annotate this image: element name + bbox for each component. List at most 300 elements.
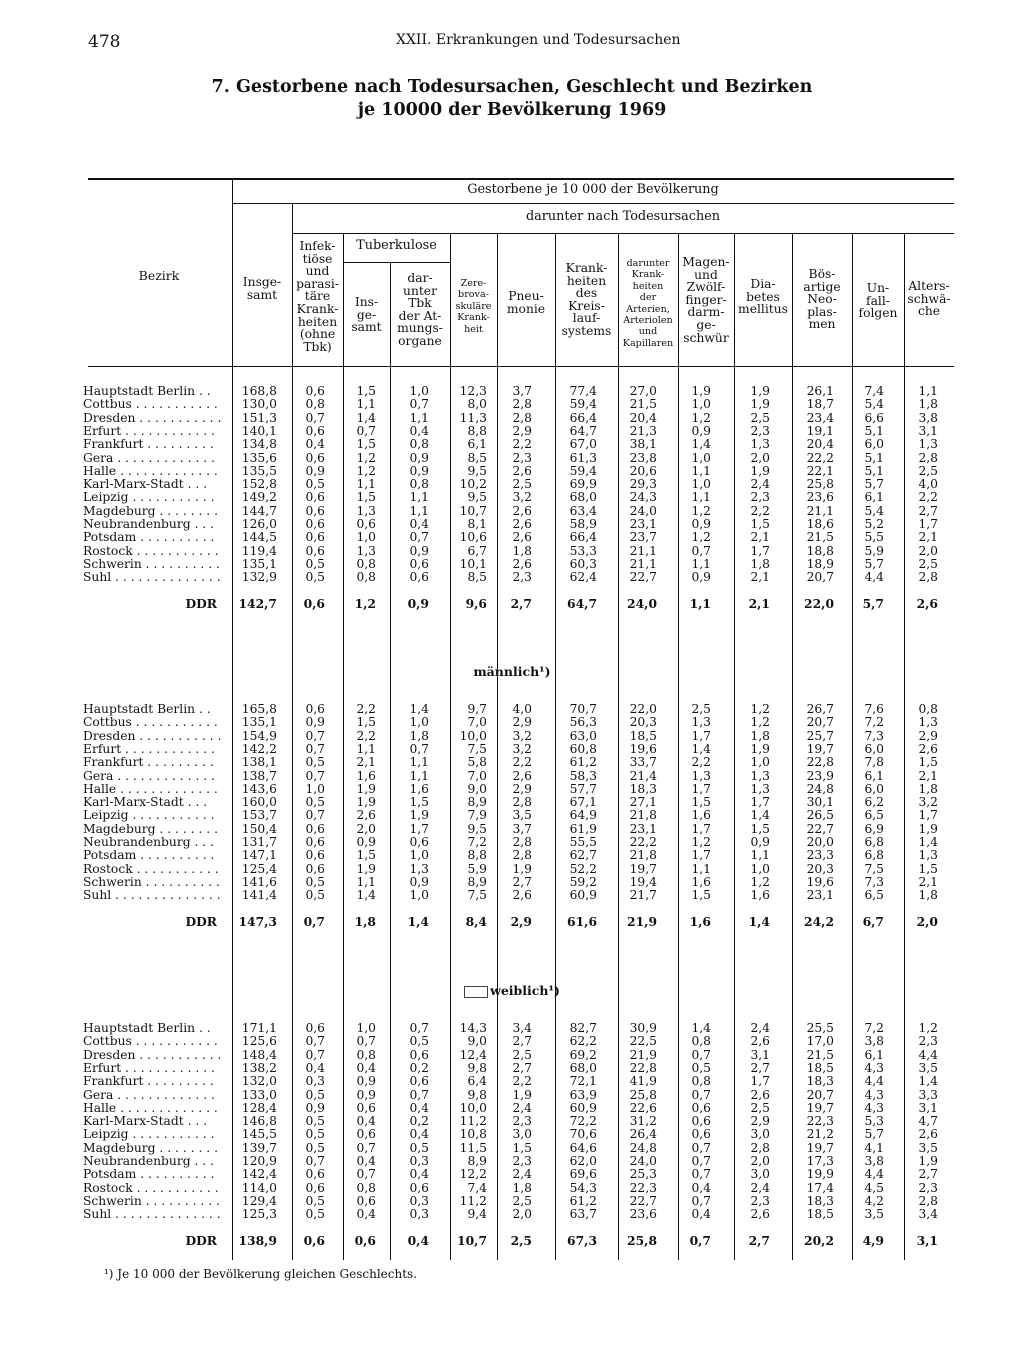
table-cell: 3,7: [512, 384, 532, 398]
table-cell: 1,3: [691, 715, 711, 730]
table-cell: 0,7: [691, 1193, 711, 1208]
table-cell: 9,0: [467, 781, 487, 796]
table-cell: 1,5: [409, 795, 429, 810]
table-cell: 0,9: [409, 874, 429, 889]
table-cell: 18,5: [806, 1060, 834, 1075]
table-cell: 0,8: [356, 1047, 376, 1062]
table-cell: 1,9: [750, 463, 770, 478]
table-cell: 7,4: [467, 1180, 487, 1195]
table-cell: 25,8: [629, 1087, 657, 1102]
district-name: Gera . . . . . . . . . . . . .: [83, 451, 215, 465]
table-cell: 10,7: [459, 503, 487, 518]
table-cell: 1,5: [750, 821, 770, 836]
table-cell: 64,9: [569, 808, 597, 823]
table-cell: 1,5: [691, 888, 711, 903]
table-cell: 6,0: [864, 437, 884, 452]
table-cell: 0,8: [356, 556, 376, 571]
table-cell: 22,0: [629, 702, 657, 716]
district-name: Erfurt . . . . . . . . . . . .: [83, 1061, 215, 1075]
table-title: [0, 76, 1024, 122]
table-cell: 1,5: [918, 861, 938, 876]
table-cell: 23,8: [629, 450, 657, 465]
district-name: Neubrandenburg . . .: [83, 518, 215, 531]
table-cell: 61,2: [569, 1193, 597, 1208]
table-cell: 22,0: [804, 595, 834, 611]
table-cell: 0,7: [356, 1140, 376, 1155]
table-cell: 141,6: [241, 874, 277, 889]
table-cell: 24,2: [804, 913, 834, 929]
table-cell: 132,9: [241, 570, 277, 585]
table-cell: 6,0: [864, 781, 884, 796]
page-number: 478: [88, 32, 121, 52]
table-cell: 5,2: [864, 517, 884, 531]
table-cell: 1,2: [356, 450, 376, 465]
table-cell: 0,5: [305, 874, 325, 889]
table-cell: 63,0: [569, 728, 597, 743]
table-cell: 1,0: [409, 384, 429, 398]
table-cell: 2,6: [512, 556, 532, 571]
table-cell: 24,0: [629, 1154, 657, 1168]
table-cell: 20,3: [806, 861, 834, 876]
table-cell: 0,7: [305, 1154, 325, 1168]
table-cell: 1,5: [356, 848, 376, 863]
table-cell: 1,6: [689, 913, 711, 929]
table-cell: 0,9: [691, 570, 711, 585]
table-cell: 3,1: [918, 423, 938, 438]
district-name: Karl-Marx-Stadt . . .: [83, 796, 208, 810]
table-cell: 9,5: [467, 821, 487, 836]
table-cell: 10,8: [459, 1127, 487, 1142]
table-cell: 0,5: [305, 888, 325, 903]
table-cell: 58,3: [569, 768, 597, 783]
table-cell: 1,9: [409, 808, 429, 823]
table-cell: 8,0: [467, 397, 487, 412]
table-cell: 1,4: [748, 913, 770, 929]
table-cell: 26,1: [806, 384, 834, 398]
table-cell: 151,3: [241, 410, 277, 425]
table-cell: 1,1: [356, 397, 376, 412]
table-cell: 1,2: [750, 715, 770, 730]
table-cell: 63,4: [569, 503, 597, 518]
table-cell: 3,0: [750, 1167, 770, 1182]
district-name: Leipzig . . . . . . . . . . .: [83, 491, 215, 505]
table-cell: 1,7: [918, 808, 938, 823]
table-cell: 1,2: [691, 530, 711, 545]
table-cell: 135,1: [241, 715, 277, 730]
table-cell: 5,4: [864, 397, 884, 412]
table-cell: 0,7: [409, 397, 429, 412]
table-cell: 4,4: [864, 1167, 884, 1182]
total-label: DDR: [185, 1233, 217, 1247]
district-name: Karl-Marx-Stadt . . .: [83, 1115, 208, 1129]
table-cell: 1,6: [691, 808, 711, 823]
table-row: [0, 438, 1024, 451]
table-cell: 126,0: [241, 517, 277, 531]
table-cell: 1,7: [691, 848, 711, 863]
table-cell: 146,8: [241, 1114, 277, 1129]
table-cell: 1,1: [691, 463, 711, 478]
table-cell: 7,2: [864, 1021, 884, 1035]
district-name: Neubrandenburg . . .: [83, 836, 215, 849]
table-cell: 1,0: [750, 861, 770, 876]
table-cell: 69,9: [569, 477, 597, 492]
table-cell: 3,2: [918, 795, 938, 810]
table-cell: 23,6: [806, 490, 834, 505]
table-cell: 19,1: [806, 423, 834, 438]
table-cell: 131,7: [241, 835, 277, 849]
table-cell: 130,0: [241, 397, 277, 412]
table-cell: 30,9: [629, 1021, 657, 1035]
table-cell: 2,1: [918, 530, 938, 545]
table-cell: 14,3: [459, 1021, 487, 1035]
district-name: Potsdam . . . . . . . . . .: [83, 849, 215, 863]
table-cell: 18,9: [806, 556, 834, 571]
table-cell: 171,1: [241, 1021, 277, 1035]
table-cell: 8,8: [467, 848, 487, 863]
table-cell: 3,5: [864, 1207, 884, 1222]
table-cell: 0,6: [409, 835, 429, 849]
table-cell: 152,8: [241, 477, 277, 492]
table-cell: 0,6: [305, 835, 325, 849]
title-line-2: je 10000 der Bevölkerung 1969: [357, 100, 667, 120]
table-cell: 0,7: [409, 741, 429, 756]
table-cell: 0,5: [305, 1127, 325, 1142]
district-name: Hauptstadt Berlin . .: [83, 385, 211, 398]
table-cell: 2,2: [512, 1074, 532, 1089]
table-cell: 2,7: [750, 1060, 770, 1075]
table-row: [0, 716, 1024, 729]
table-cell: 25,8: [806, 477, 834, 492]
table-cell: 1,6: [750, 888, 770, 903]
table-cell: 1,9: [918, 821, 938, 836]
table-cell: 1,1: [691, 556, 711, 571]
district-name: Schwerin . . . . . . . . . .: [83, 557, 220, 571]
table-cell: 114,0: [241, 1180, 277, 1195]
table-cell: 0,8: [356, 570, 376, 585]
table-cell: 6,2: [864, 795, 884, 810]
table-cell: 1,0: [356, 530, 376, 545]
district-name: Magdeburg . . . . . . . .: [83, 822, 219, 836]
table-cell: 0,9: [691, 423, 711, 438]
table-cell: 1,5: [356, 715, 376, 730]
table-cell: 0,4: [356, 1207, 376, 1222]
table-cell: 138,2: [241, 1060, 277, 1075]
district-name: Frankfurt . . . . . . . . .: [83, 1075, 214, 1089]
table-cell: 4,3: [864, 1060, 884, 1075]
table-cell: 67,1: [569, 795, 597, 810]
district-name: Leipzig . . . . . . . . . . .: [83, 809, 215, 823]
table-cell: 0,5: [305, 795, 325, 810]
table-cell: 7,2: [467, 835, 487, 849]
table-cell: 17,3: [806, 1154, 834, 1168]
table-cell: 11,3: [459, 410, 487, 425]
table-cell: 8,5: [467, 450, 487, 465]
table-row: [0, 398, 1024, 411]
table-row: [0, 1168, 1024, 1181]
table-cell: 10,1: [459, 556, 487, 571]
table-cell: 1,2: [918, 1021, 938, 1035]
table-cell: 7,2: [864, 715, 884, 730]
table-cell: 7,5: [864, 861, 884, 876]
table-cell: 147,3: [238, 913, 277, 929]
table-cell: 0,6: [409, 1047, 429, 1062]
table-cell: 2,6: [512, 463, 532, 478]
table-cell: 1,5: [356, 490, 376, 505]
table-cell: 1,9: [356, 781, 376, 796]
column-group-header: Gestorbene je 10 000 der Bevölkerung: [467, 182, 719, 197]
table-cell: 62,2: [569, 1034, 597, 1049]
table-row: [0, 836, 1024, 849]
table-cell: 2,3: [512, 450, 532, 465]
table-cell: 8,9: [467, 795, 487, 810]
table-cell: 1,1: [918, 384, 938, 398]
table-row: [0, 545, 1024, 558]
table-cell: 24,8: [806, 781, 834, 796]
table-cell: 18,3: [629, 781, 657, 796]
table-cell: 20,3: [629, 715, 657, 730]
table-row: [0, 1115, 1024, 1128]
table-cell: 0,6: [354, 1232, 376, 1248]
total-label: DDR: [185, 914, 217, 928]
table-cell: 0,5: [409, 1034, 429, 1049]
district-name: Potsdam . . . . . . . . . .: [83, 1168, 215, 1182]
table-row: [0, 1035, 1024, 1048]
table-cell: 19,7: [806, 1100, 834, 1115]
table-cell: 61,3: [569, 450, 597, 465]
table-cell: 1,1: [409, 490, 429, 505]
table-cell: 2,6: [512, 888, 532, 903]
table-cell: 2,8: [512, 835, 532, 849]
table-cell: 3,3: [918, 1087, 938, 1102]
table-cell: 2,7: [512, 874, 532, 889]
table-cell: 132,0: [241, 1074, 277, 1089]
table-cell: 69,2: [569, 1047, 597, 1062]
table-cell: 18,3: [806, 1074, 834, 1089]
table-cell: 0,6: [356, 517, 376, 531]
table-cell: 58,9: [569, 517, 597, 531]
table-cell: 0,6: [305, 861, 325, 876]
table-row: [0, 518, 1024, 531]
table-cell: 10,2: [459, 477, 487, 492]
table-cell: 23,1: [629, 821, 657, 836]
table-cell: 0,4: [409, 1167, 429, 1182]
table-cell: 4,4: [864, 1074, 884, 1089]
table-cell: 1,0: [750, 755, 770, 770]
table-cell: 0,6: [305, 1021, 325, 1035]
table-cell: 68,0: [569, 1060, 597, 1075]
table-cell: 135,5: [241, 463, 277, 478]
table-row: [0, 703, 1024, 716]
table-cell: 0,7: [305, 768, 325, 783]
table-cell: 29,3: [629, 477, 657, 492]
table-cell: 1,0: [691, 477, 711, 492]
table-cell: 22,5: [629, 1034, 657, 1049]
table-cell: 2,6: [512, 530, 532, 545]
table-cell: 2,6: [750, 1207, 770, 1222]
table-cell: 9,6: [465, 595, 487, 611]
table-cell: 2,3: [750, 1193, 770, 1208]
table-cell: 7,0: [467, 768, 487, 783]
table-cell: 2,9: [512, 423, 532, 438]
table-cell: 144,5: [241, 530, 277, 545]
table-cell: 67,0: [569, 437, 597, 452]
table-cell: 8,4: [465, 913, 487, 929]
table-cell: 18,3: [806, 1193, 834, 1208]
table-cell: 1,9: [691, 384, 711, 398]
table-cell: 1,3: [918, 848, 938, 863]
table-cell: 6,1: [467, 437, 487, 452]
table-cell: 2,6: [750, 1087, 770, 1102]
table-cell: 0,3: [409, 1193, 429, 1208]
table-cell: 2,5: [750, 1100, 770, 1115]
table-cell: 1,1: [691, 490, 711, 505]
table-cell: 1,0: [409, 715, 429, 730]
table-cell: 1,9: [750, 397, 770, 412]
table-cell: 1,8: [918, 397, 938, 412]
table-cell: 1,7: [918, 517, 938, 531]
table-cell: 0,4: [409, 517, 429, 531]
table-cell: 0,5: [409, 1140, 429, 1155]
table-cell: 0,5: [691, 1060, 711, 1075]
table-cell: 23,9: [806, 768, 834, 783]
column-header-bezirk: Bezirk: [138, 268, 180, 283]
table-cell: 0,5: [305, 1193, 325, 1208]
table-cell: 2,9: [750, 1114, 770, 1129]
table-cell: 0,7: [691, 1087, 711, 1102]
table-cell: 23,1: [629, 517, 657, 531]
table-cell: 2,2: [512, 755, 532, 770]
table-cell: 2,2: [512, 437, 532, 452]
table-cell: 138,1: [241, 755, 277, 770]
table-cell: 0,6: [409, 1180, 429, 1195]
table-cell: 23,7: [629, 530, 657, 545]
table-cell: 69,6: [569, 1167, 597, 1182]
table-cell: 0,5: [305, 1140, 325, 1155]
table-cell: 0,7: [691, 1167, 711, 1182]
district-name: Gera . . . . . . . . . . . . .: [83, 1088, 215, 1102]
table-cell: 2,8: [918, 450, 938, 465]
table-cell: 1,8: [918, 888, 938, 903]
table-cell: 1,7: [750, 543, 770, 558]
table-cell: 0,6: [303, 1232, 325, 1248]
table-row: [0, 849, 1024, 862]
district-name: Frankfurt . . . . . . . . .: [83, 438, 214, 452]
table-cell: 62,7: [569, 848, 597, 863]
table-cell: 0,4: [356, 1154, 376, 1168]
total-row: [0, 915, 1024, 928]
table-cell: 138,9: [238, 1232, 277, 1248]
table-cell: 2,0: [750, 1154, 770, 1168]
district-name: Potsdam . . . . . . . . . .: [83, 531, 215, 545]
table-cell: 139,7: [241, 1140, 277, 1155]
table-row: [0, 863, 1024, 876]
table-cell: 1,8: [354, 913, 376, 929]
table-cell: 20,7: [806, 1087, 834, 1102]
table-cell: 2,4: [512, 1167, 532, 1182]
table-cell: 4,0: [918, 477, 938, 492]
table-cell: 23,4: [806, 410, 834, 425]
table-cell: 60,8: [569, 741, 597, 756]
table-cell: 21,7: [629, 888, 657, 903]
header-rule-group: [232, 203, 954, 204]
table-cell: 21,1: [629, 543, 657, 558]
table-cell: 2,3: [750, 423, 770, 438]
table-cell: 6,4: [467, 1074, 487, 1089]
column-header: Ins- ge- samt: [351, 295, 382, 335]
table-cell: 2,6: [918, 1127, 938, 1142]
table-cell: 9,7: [467, 702, 487, 716]
table-cell: 30,1: [806, 795, 834, 810]
table-cell: 0,6: [305, 503, 325, 518]
district-name: Rostock . . . . . . . . . . .: [83, 544, 219, 558]
table-row: [0, 478, 1024, 491]
table-cell: 0,4: [305, 1060, 325, 1075]
table-cell: 0,5: [305, 477, 325, 492]
table-cell: 0,5: [305, 755, 325, 770]
table-cell: 2,5: [918, 556, 938, 571]
table-cell: 0,6: [356, 1100, 376, 1115]
table-cell: 148,4: [241, 1047, 277, 1062]
district-name: Karl-Marx-Stadt . . .: [83, 478, 208, 492]
table-cell: 12,4: [459, 1047, 487, 1062]
table-cell: 6,0: [864, 741, 884, 756]
table-cell: 2,4: [750, 477, 770, 492]
table-cell: 1,5: [512, 1140, 532, 1155]
district-name: Leipzig . . . . . . . . . . .: [83, 1128, 215, 1142]
table-cell: 0,6: [691, 1114, 711, 1129]
table-cell: 1,3: [409, 861, 429, 876]
district-name: Schwerin . . . . . . . . . .: [83, 1194, 220, 1208]
table-cell: 6,1: [864, 1047, 884, 1062]
table-cell: 0,7: [305, 1034, 325, 1049]
table-cell: 0,7: [305, 1047, 325, 1062]
table-cell: 1,2: [750, 874, 770, 889]
table-cell: 19,6: [806, 874, 834, 889]
table-cell: 11,2: [459, 1193, 487, 1208]
district-name: Dresden . . . . . . . . . . .: [83, 411, 222, 425]
table-row: [0, 889, 1024, 902]
table-cell: 0,9: [356, 1074, 376, 1089]
column-group-tuberkulose: Tuberkulose: [356, 238, 437, 253]
district-name: Rostock . . . . . . . . . . .: [83, 862, 219, 876]
table-cell: 20,0: [806, 835, 834, 849]
table-cell: 0,8: [918, 702, 938, 716]
table-cell: 22,8: [806, 755, 834, 770]
table-row: [0, 1022, 1024, 1035]
table-cell: 2,3: [512, 1114, 532, 1129]
district-name: Cottbus . . . . . . . . . . .: [83, 398, 218, 412]
table-cell: 2,5: [750, 410, 770, 425]
table-cell: 142,2: [241, 741, 277, 756]
table-cell: 1,1: [691, 861, 711, 876]
table-cell: 0,4: [691, 1180, 711, 1195]
table-cell: 2,0: [750, 450, 770, 465]
table-cell: 21,1: [629, 556, 657, 571]
table-cell: 1,4: [356, 410, 376, 425]
table-cell: 0,9: [305, 715, 325, 730]
table-cell: 1,0: [409, 888, 429, 903]
table-cell: 9,5: [467, 463, 487, 478]
table-cell: 21,1: [806, 503, 834, 518]
table-cell: 5,1: [864, 423, 884, 438]
table-cell: 21,5: [806, 1047, 834, 1062]
table-cell: 25,8: [627, 1232, 657, 1248]
table-row: [0, 1182, 1024, 1195]
section-heading: [0, 983, 1024, 998]
table-cell: 59,2: [569, 874, 597, 889]
table-cell: 140,1: [241, 423, 277, 438]
table-row: [0, 1049, 1024, 1062]
